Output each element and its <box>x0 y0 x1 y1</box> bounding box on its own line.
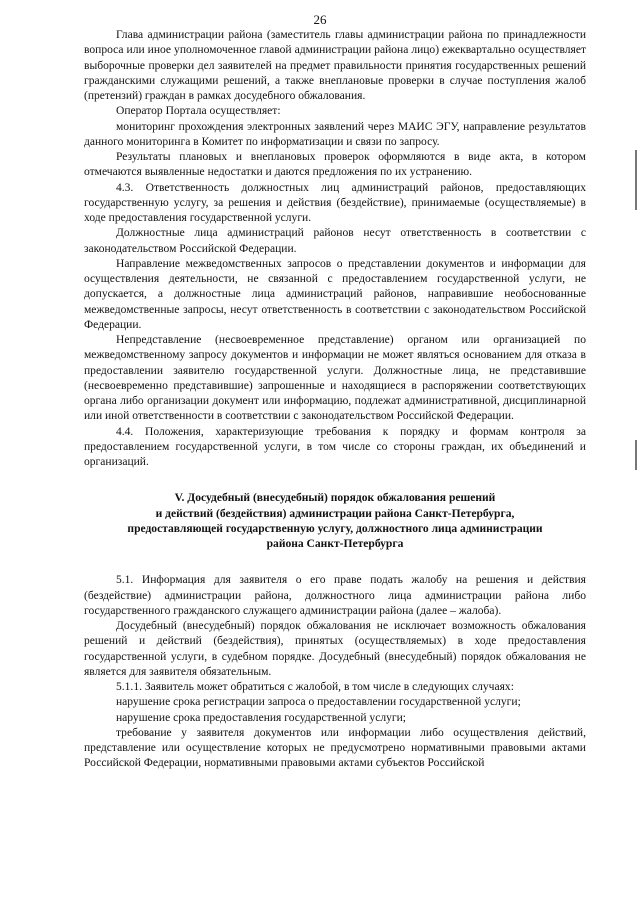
paragraph: нарушение срока предоставления государственной услуги; <box>116 711 406 724</box>
section-heading <box>84 491 586 552</box>
paragraph: 5.1. Информация для заявителя о его праве подать жалобу на решения и действия (бездействие) администрации района, должностного лица администрации района либо государственного гражданского служащего администрации района (далее – жалоба). <box>84 574 586 617</box>
paragraph: Должностные лица администраций районов несут ответственность в соответствии с законодательством Российской Федерации. <box>84 227 586 255</box>
paragraph: мониторинг прохождения электронных заявлений через МАИС ЭГУ, направление результатов данного мониторинга в Комитет по информатизации и связи по запросу. <box>84 120 586 148</box>
paragraph: Направление межведомственных запросов о представлении документов и информации для осуществления деятельности, не связанной с предоставлением государственной услуги, не допускается, а должностные лица администраций районов, направившие необоснованные межведомственные запросы, несут ответственность в соответствии с законодательством Российской Федерации. <box>84 257 586 331</box>
section-heading-line: предоставляющей государственную услугу, должностного лица администрации <box>127 522 543 535</box>
paragraph: Результаты плановых и внеплановых проверок оформляются в виде акта, в котором отмечаются выявленные недостатки и даются предложения по их устранению. <box>84 151 586 179</box>
section-heading-line: и действий (бездействия) администрации района Санкт-Петербурга, <box>155 507 515 520</box>
paragraph: Непредставление (несвоевременное представление) органом или организацией по межведомственному запросу документов и информации не может являться основанием для отказа в предоставлении заявителю государственной услуги. Должностные лица, не представившие (несвоевременно представившие) запрошенные и находящиеся в распоряжении соответствующих органа либо организации документ или информацию, подлежат административной, дисциплинарной или иной ответственности в соответствии с законодательством Российской Федерации. <box>84 334 586 423</box>
page-number: 26 <box>313 12 327 27</box>
scan-edge-mark <box>635 440 637 470</box>
document-body <box>84 28 586 772</box>
paragraph: требование у заявителя документов или информации либо осуществления действий, представление или осуществление которых не предусмотрено нормативными правовыми актами Российской Федерации, нормативными правовыми актами субъектов Российской <box>84 726 586 770</box>
paragraph: нарушение срока регистрации запроса о предоставлении государственной услуги; <box>116 696 521 709</box>
section-heading-line: V. Досудебный (внесудебный) порядок обжалования решений <box>174 492 496 505</box>
paragraph: Глава администрации района (заместитель главы администрации района по принадлежности вопроса или иное уполномоченное главой администрации района лицо) ежеквартально осуществляет выборочные проверки дел заявителей на предмет правильности принятия государственных решений гражданскими служащими решений, а также внеплановые проверки в случае поступления жалоб (претензий) граждан в рамках досудебного обжалования. <box>84 29 586 102</box>
paragraph: 4.4. Положения, характеризующие требования к порядку и формам контроля за предоставлением государственной услуги, в том числе со стороны граждан, их объединений и организаций. <box>84 425 586 468</box>
section-heading-line: района Санкт-Петербурга <box>266 538 404 550</box>
paragraph: Оператор Портала осуществляет: <box>116 105 281 118</box>
scan-edge-mark <box>635 150 637 210</box>
paragraph: 5.1.1. Заявитель может обратиться с жалобой, в том числе в следующих случаях: <box>116 681 514 693</box>
paragraph: 4.3. Ответственность должностных лиц администраций районов, предоставляющих государственную услугу, за решения и действия (бездействие), принимаемые (осуществляемые) в ходе предоставления государственной услуги. <box>84 181 586 224</box>
paragraph: Досудебный (внесудебный) порядок обжалования не исключает возможность обжалования решений и действий (бездействия), принятых (осуществляемых) в ходе предоставления государственной услуги, в судебном порядке. Досудебный (внесудебный) порядок обжалования не является для заявителя обязательным. <box>84 620 586 678</box>
